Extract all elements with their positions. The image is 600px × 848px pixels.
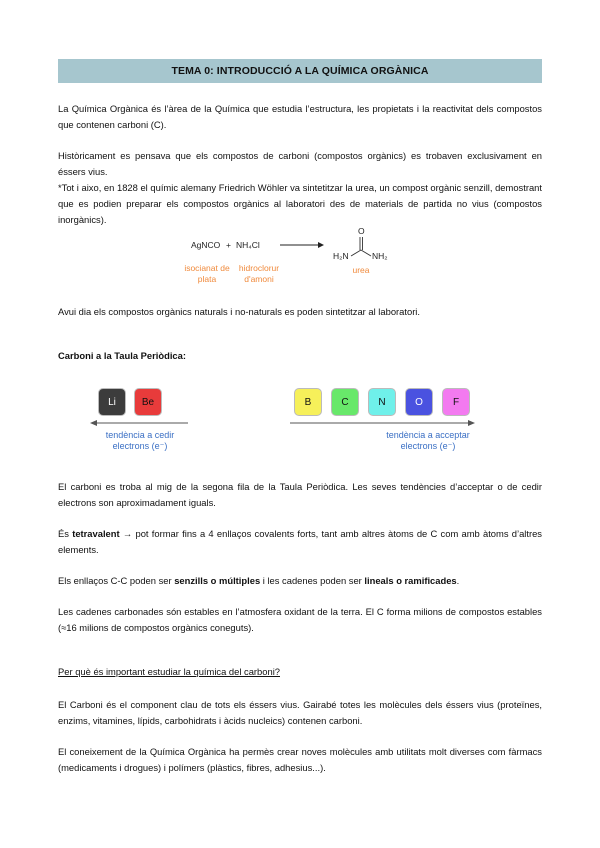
page-title xyxy=(58,59,542,83)
urea-h2n: H₂N xyxy=(333,251,349,261)
left-label-line2: electrons (e⁻) xyxy=(112,441,168,451)
left-tendency-arrow xyxy=(90,418,190,428)
why-heading: Per què és important estudiar la química del carboni? xyxy=(58,666,280,677)
plus-sign: + xyxy=(226,240,231,250)
element-tile-c xyxy=(331,388,359,416)
carbon-life-paragraph: El Carboni és el component clau de tots els éssers vius. Gairabé totes les molècules dels éssers vius (proteïnes, enzims, vitamines, lípids, carbohidrats i àcids nucleics) contenen carboni. xyxy=(58,699,542,726)
periodic-heading: Carboni a la Taula Periòdica: xyxy=(58,350,186,361)
element-tile-be xyxy=(134,388,162,416)
element-tile-o xyxy=(405,388,433,416)
urea-oxygen: O xyxy=(358,226,365,236)
bonds-b: senzills o múltiples xyxy=(174,575,261,586)
tetravalent-pre: És xyxy=(58,528,73,539)
bonds-paragraph xyxy=(58,573,542,589)
knowledge-paragraph: El coneixement de la Química Orgànica ha permès crear noves molècules amb utilitats molt diverses com fàrmacs (medicaments i drogues) i polímers (plàstics, fibres, adhesius...). xyxy=(58,746,542,773)
historical-paragraph: Històricament es pensava que els compostos de carboni (compostos orgànics) es trobaven exclusivament en éssers vius. xyxy=(58,150,542,177)
reactant2-name: hidroclorur d'amoni xyxy=(238,263,280,284)
right-tendency-label xyxy=(372,430,484,452)
bonds-d: lineals o ramificades xyxy=(364,575,457,586)
bonds-a: Els enllaços C-C poden ser xyxy=(58,575,175,586)
title-text: TEMA 0: INTRODUCCIÓ A LA QUÍMICA ORGÀNICA xyxy=(171,65,429,77)
wohler-reaction-figure xyxy=(178,228,418,294)
stable-paragraph: Les cadenes carbonades són estables en l’atmosfera oxidant de la terra. El C forma milions de compostos estables (≈16 milions de compostos orgànics coneguts). xyxy=(58,606,542,633)
urea-nh2: NH₂ xyxy=(372,251,388,261)
element-tile-f xyxy=(442,388,470,416)
today-paragraph: Avui dia els compostos orgànics naturals i no-naturals es poden sintetitzar al laboratori. xyxy=(58,306,420,317)
element-tile-n xyxy=(368,388,396,416)
urea-structure xyxy=(351,237,371,256)
reaction-arrow xyxy=(280,242,324,248)
bonds-c: i les cadenes poden ser xyxy=(260,575,365,586)
reactant-nh4cl: NH₄Cl xyxy=(236,240,260,250)
element-symbol: Li xyxy=(108,396,116,408)
product-name: urea xyxy=(352,265,370,275)
tetravalent-post: → pot formar fins a 4 enllaços covalents forts, tant amb altres àtoms de C com amb àtoms d’altres elements. xyxy=(58,528,542,555)
element-symbol: O xyxy=(415,396,423,408)
element-symbol: B xyxy=(304,396,312,408)
element-symbol: Be xyxy=(141,396,155,408)
element-tile-li xyxy=(98,388,126,416)
intro-paragraph: La Química Orgànica és l’àrea de la Química que estudia l’estructura, les propietats i la reactivitat dels compostos que contenen carboni (C). xyxy=(58,103,542,130)
element-symbol: N xyxy=(378,396,386,408)
left-label-line1: tendència a cedir xyxy=(105,430,175,440)
right-label-line1: tendència a acceptar xyxy=(386,430,470,440)
carbon-position-paragraph: El carboni es troba al mig de la segona fila de la Taula Periòdica. Les seves tendències d’acceptar o de cedir electrons son aproximadament iguals. xyxy=(58,481,542,508)
element-symbol: F xyxy=(452,396,460,408)
right-tendency-arrow xyxy=(290,418,476,428)
right-label-line2: electrons (e⁻) xyxy=(400,441,456,451)
tetravalent-paragraph xyxy=(58,526,542,558)
element-symbol: C xyxy=(341,396,349,408)
bonds-e: . xyxy=(456,575,460,586)
reactant1-name: isocianat de plata xyxy=(184,263,230,284)
left-tendency-label xyxy=(92,430,188,452)
wohler-paragraph: *Tot i aixo, en 1828 el químic alemany Friedrich Wöhler va sintetitzar la urea, un compost orgànic senzill, demostrant que es podien preparar els compostos orgànics al laboratori des de materials de partida no vius (compostos inorgànics). xyxy=(58,182,542,225)
element-tile-b xyxy=(294,388,322,416)
tetravalent-term: tetravalent xyxy=(72,528,120,539)
reactant-agnco: AgNCO xyxy=(191,240,221,250)
